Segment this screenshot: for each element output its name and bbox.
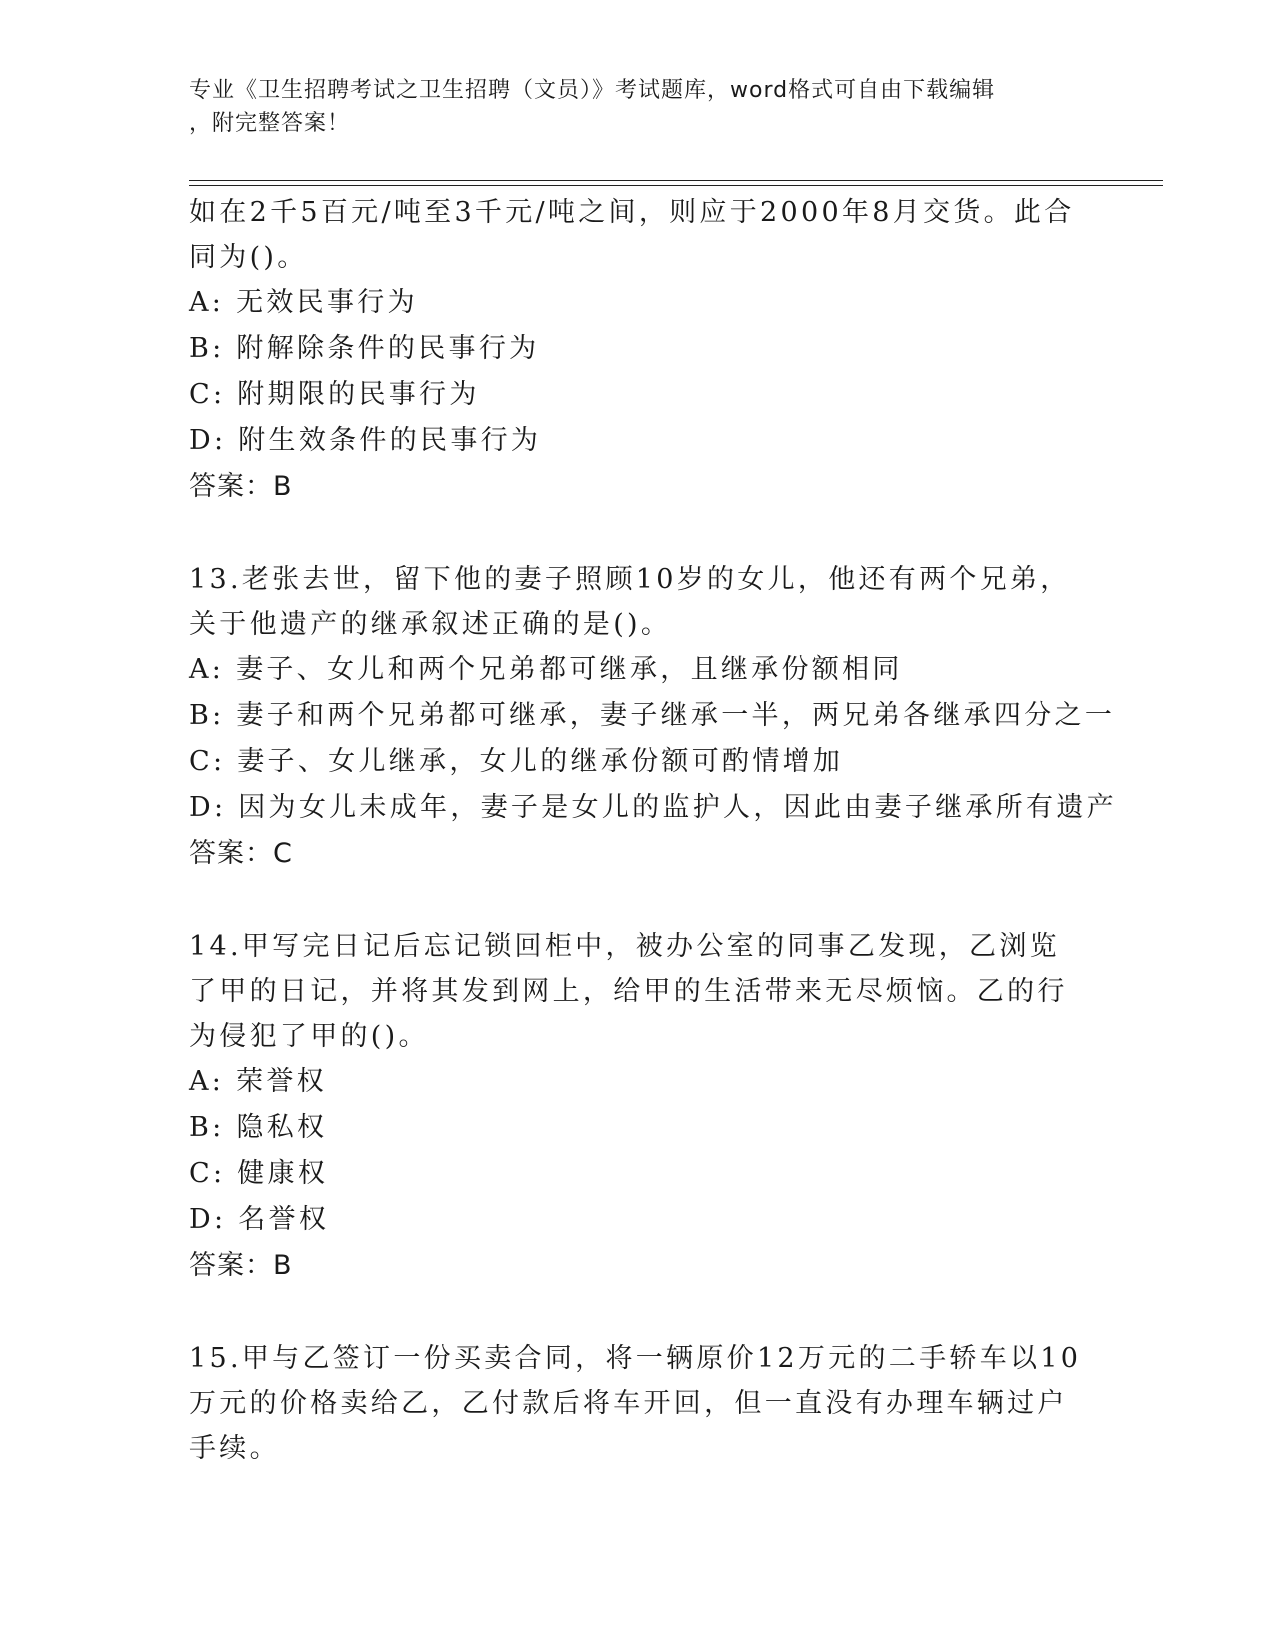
option-d: D: 因为女儿未成年，妻子是女儿的监护人，因此由妻子继承所有遗产: [189, 792, 1117, 823]
option-c: C: 健康权: [189, 1158, 329, 1189]
header-line-2: ，附完整答案！: [189, 111, 351, 136]
question-stem: 13.老张去世，留下他的妻子照顾10岁的女儿，他还有两个兄弟，关于他遗产的继承叙述正确的是()。: [189, 564, 1071, 640]
answer: 答案：B: [189, 471, 293, 502]
question-stem: 14.甲写完日记后忘记锁回柜中，被办公室的同事乙发现，乙浏览了甲的日记，并将其发到网上，给甲的生活带来无尽烦恼。乙的行为侵犯了甲的()。: [189, 931, 1068, 1052]
option-c: C: 附期限的民事行为: [189, 379, 480, 410]
option-a: A: 无效民事行为: [189, 287, 418, 318]
option-d: D: 名誉权: [189, 1204, 330, 1235]
option-c: C: 妻子、女儿继承，女儿的继承份额可酌情增加: [189, 746, 844, 777]
document-header: [189, 74, 1089, 140]
option-d: D: 附生效条件的民事行为: [189, 425, 542, 456]
header-line-1: 专业《卫生招聘考试之卫生招聘（文员）》考试题库，word格式可自由下载编辑: [189, 78, 996, 103]
question-14: [189, 924, 1089, 1289]
question-13: [189, 557, 1117, 877]
header-divider-top: [189, 180, 1163, 181]
option-a: A: 妻子、女儿和两个兄弟都可继承，且继承份额相同: [189, 654, 903, 685]
answer: 答案：C: [189, 838, 293, 869]
option-a: A: 荣誉权: [189, 1066, 327, 1097]
question-15: [189, 1336, 1089, 1471]
question-list: [189, 190, 1117, 1471]
header-divider-bottom: [189, 185, 1163, 186]
question-stem: 如在2千5百元/吨至3千元/吨之间，则应于2000年8月交货。此合同为()。: [189, 197, 1075, 273]
question-stem: 15.甲与乙签订一份买卖合同，将一辆原价12万元的二手轿车以10万元的价格卖给乙，乙付款后将车开回，但一直没有办理车辆过户手续。: [189, 1343, 1082, 1464]
option-b: B: 隐私权: [189, 1112, 328, 1143]
answer: 答案：B: [189, 1250, 293, 1281]
question-12: [189, 190, 1089, 510]
option-b: B: 妻子和两个兄弟都可继承，妻子继承一半，两兄弟各继承四分之一: [189, 700, 1116, 731]
option-b: B: 附解除条件的民事行为: [189, 333, 540, 364]
